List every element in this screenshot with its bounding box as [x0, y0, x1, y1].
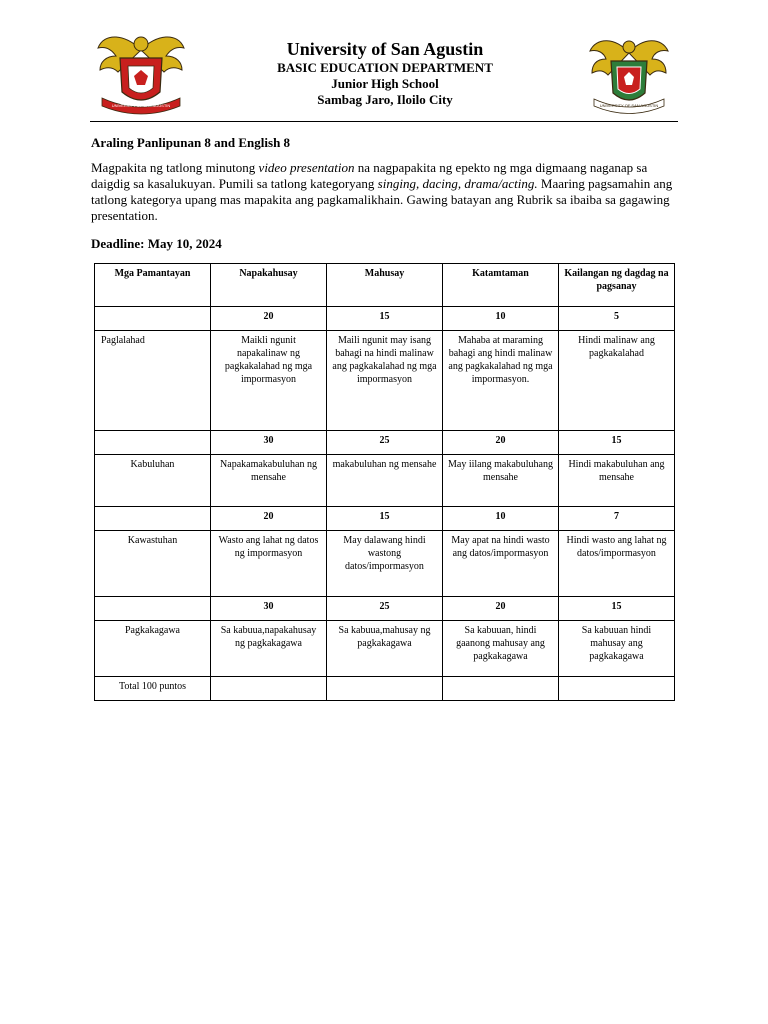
total-label-cell: Total 100 puntos [95, 677, 211, 701]
points-row [95, 597, 675, 621]
school-level: Junior High School [331, 76, 439, 91]
instructions-text-2: na nagpapakita ng epekto ng mga digmaang naganap sa daigdig sa kasalukuyan. Pumili sa tatlong kategoryang [91, 160, 648, 191]
header-cell-kailangan: Kailangan ng dagdag na pagsanay [559, 264, 675, 307]
department-name: BASIC EDUCATION DEPARTMENT [277, 60, 493, 75]
points-row [95, 307, 675, 331]
points-cell: 15 [327, 507, 443, 531]
rubric-table [94, 263, 675, 701]
rubric-header-row [95, 264, 675, 307]
points-cell: 20 [443, 597, 559, 621]
header-cell-katamtaman: Katamtaman [443, 264, 559, 307]
total-cell-empty [443, 677, 559, 701]
descriptor-cell: May dalawang hindi wastong datos/impormasyon [327, 531, 443, 597]
descriptor-cell: Sa kabuuan, hindi gaanong mahusay ang pagkakagawa [443, 621, 559, 677]
criterion-cell: Pagkakagawa [95, 621, 211, 677]
points-cell-empty [95, 507, 211, 531]
points-cell: 7 [559, 507, 675, 531]
points-cell: 20 [211, 307, 327, 331]
instructions-text-1: Magpakita ng tatlong minutong [91, 160, 259, 175]
school-address: Sambag Jaro, Iloilo City [317, 92, 453, 107]
criterion-row-paglalahad [95, 331, 675, 431]
deadline: Deadline: May 10, 2024 [91, 236, 222, 251]
points-cell: 5 [559, 307, 675, 331]
points-cell: 25 [327, 431, 443, 455]
descriptor-cell: Sa kabuua,mahusay ng pagkakagawa [327, 621, 443, 677]
university-name: University of San Agustin [286, 39, 484, 59]
points-cell-empty [95, 307, 211, 331]
descriptor-cell: Napakamakabuluhan ng mensahe [211, 455, 327, 507]
criterion-cell: Paglalahad [95, 331, 211, 431]
points-cell-empty [95, 597, 211, 621]
header-cell-mahusay: Mahusay [327, 264, 443, 307]
header-cell-criteria: Mga Pamantayan [95, 264, 211, 307]
descriptor-cell: Maili ngunit may isang bahagi na hindi malinaw ang pagkakalahad ng mga impormasyon [327, 331, 443, 431]
seal-left-ribbon-text: UNIVERSITY OF SAN AGUSTIN [111, 103, 171, 108]
instructions-emphasis-1: video presentation [258, 160, 355, 175]
points-cell-empty [95, 431, 211, 455]
seal-right-ribbon-text: UNIVERSITY OF SAN AGUSTIN [599, 103, 659, 108]
points-cell: 20 [211, 507, 327, 531]
instructions-emphasis-2: singing, dacing, drama/acting. [377, 176, 538, 191]
instructions-paragraph [91, 160, 681, 224]
descriptor-cell: Hindi makabuluhan ang mensahe [559, 455, 675, 507]
descriptor-cell: Wasto ang lahat ng datos ng impormasyon [211, 531, 327, 597]
total-cell-empty [211, 677, 327, 701]
descriptor-cell: Hindi malinaw ang pagkakalahad [559, 331, 675, 431]
descriptor-cell: Sa kabuua,napakahusay ng pagkakagawa [211, 621, 327, 677]
points-row [95, 507, 675, 531]
points-cell: 15 [559, 597, 675, 621]
total-row [95, 677, 675, 701]
header-cell-napakahusay: Napakahusay [211, 264, 327, 307]
points-cell: 30 [211, 597, 327, 621]
criterion-cell: Kabuluhan [95, 455, 211, 507]
letterhead [0, 0, 768, 122]
points-cell: 10 [443, 507, 559, 531]
criterion-row-kabuluhan [95, 455, 675, 507]
header-divider [90, 121, 678, 122]
points-cell: 15 [559, 431, 675, 455]
descriptor-cell: makabuluhan ng mensahe [327, 455, 443, 507]
university-seal-right-icon [584, 35, 674, 117]
descriptor-cell: Hindi wasto ang lahat ng datos/impormasyon [559, 531, 675, 597]
instructions-text-3: Maaring pagsamahin ang tatlong kategorya upang mas mapakita ang pagkamalikhain. Gawing batayan ang Rubrik sa ibaiba sa gagawing presentation. [91, 176, 673, 223]
descriptor-cell: May iilang makabuluhang mensahe [443, 455, 559, 507]
university-seal-left-icon [96, 30, 186, 116]
points-row [95, 431, 675, 455]
points-cell: 30 [211, 431, 327, 455]
points-cell: 20 [443, 431, 559, 455]
total-cell-empty [327, 677, 443, 701]
points-cell: 25 [327, 597, 443, 621]
descriptor-cell: Mahaba at maraming bahagi ang hindi malinaw ang pagkakalahad ng mga impormasyon. [443, 331, 559, 431]
descriptor-cell: Maikli ngunit napakalinaw ng pagkakalahad ng mga impormasyon [211, 331, 327, 431]
points-cell: 10 [443, 307, 559, 331]
criterion-row-kawastuhan [95, 531, 675, 597]
subject-title: Araling Panlipunan 8 and English 8 [91, 135, 291, 150]
points-cell: 15 [327, 307, 443, 331]
descriptor-cell: May apat na hindi wasto ang datos/impormasyon [443, 531, 559, 597]
total-cell-empty [559, 677, 675, 701]
letterhead-text [200, 38, 570, 108]
criterion-row-pagkakagawa [95, 621, 675, 677]
descriptor-cell: Sa kabuuan hindi mahusay ang pagkakagawa [559, 621, 675, 677]
criterion-cell: Kawastuhan [95, 531, 211, 597]
